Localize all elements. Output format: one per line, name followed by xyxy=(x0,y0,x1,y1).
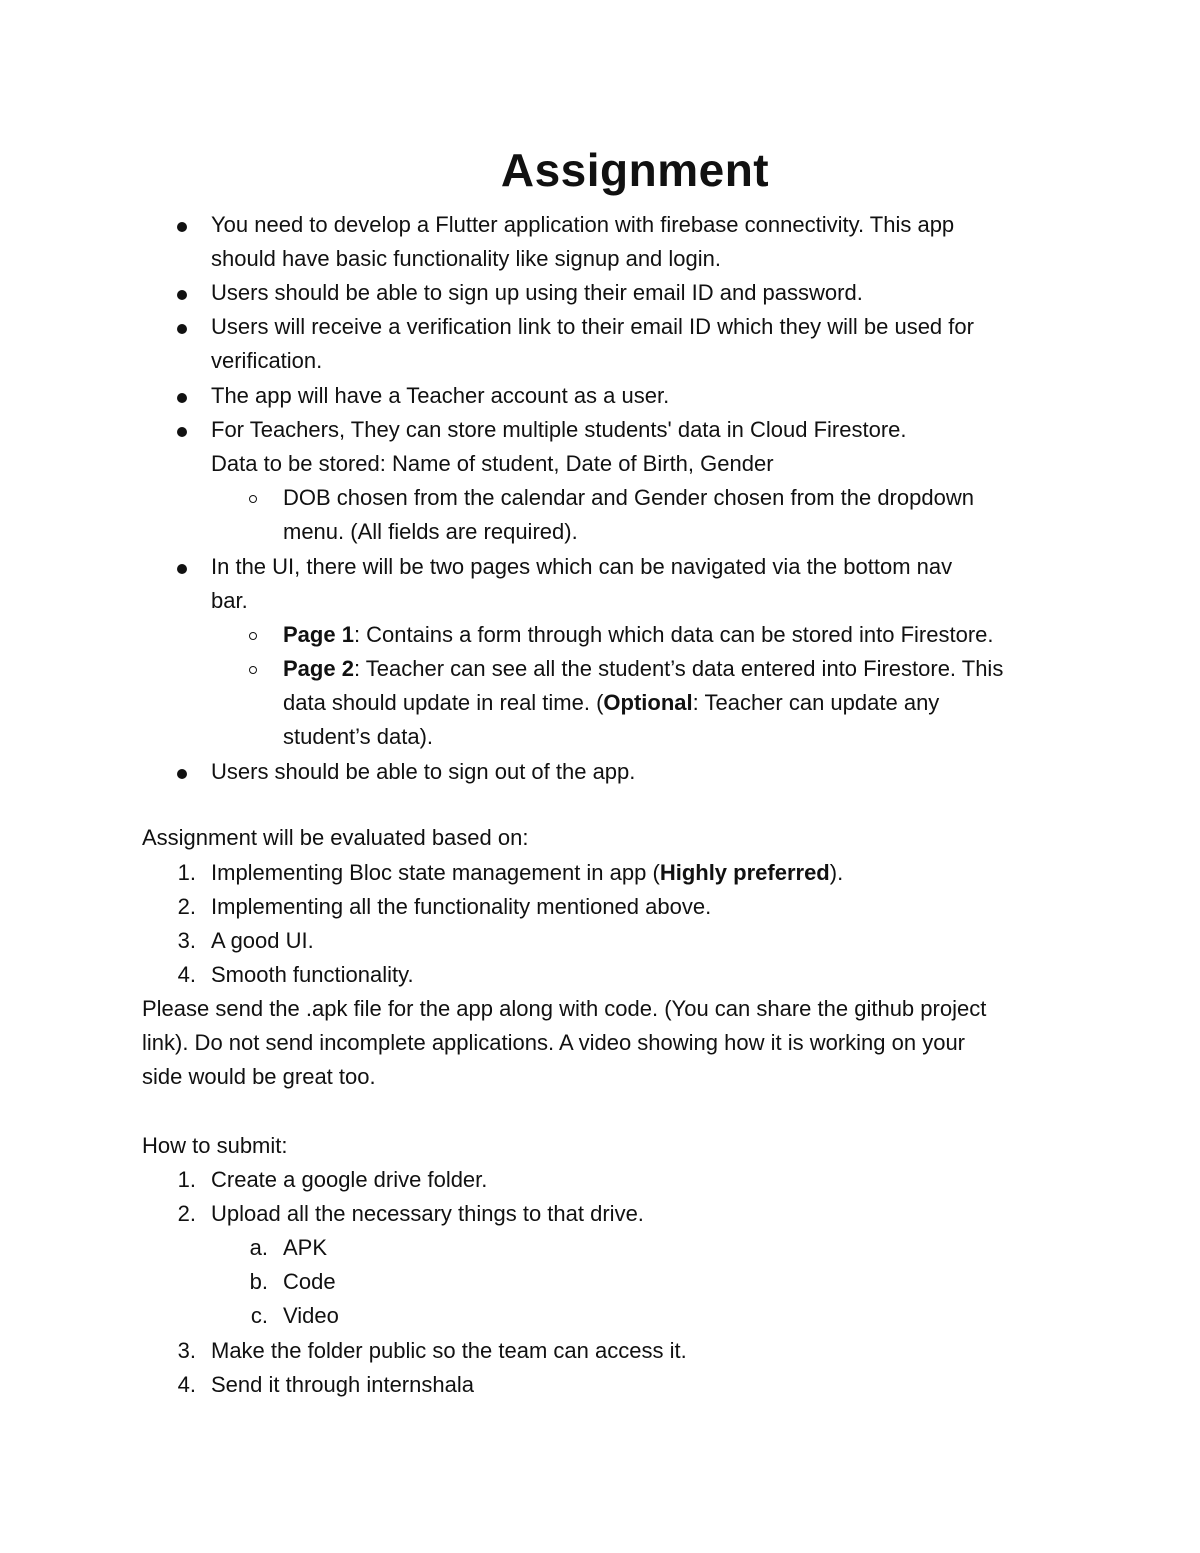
list-item: In the UI, there will be two pages which can be navigated via the bottom nav xyxy=(211,554,953,579)
page2-text: : Teacher can see all the student’s data entered into Firestore. This xyxy=(353,656,1004,681)
list-item: Users will receive a verification link to their email ID which they will be used for xyxy=(211,314,974,339)
highly-preferred-label: Highly preferred xyxy=(659,860,830,885)
evaluation-note: link). Do not send incomplete applications. A video showing how it is working on your xyxy=(142,1030,966,1055)
list-item: For Teachers, They can store multiple students' data in Cloud Firestore. xyxy=(211,417,907,442)
bullet-icon xyxy=(177,222,187,232)
page2-line2-b: : Teacher can update any xyxy=(692,690,940,715)
numbered-item: Smooth functionality. xyxy=(211,962,414,987)
page2-line2-a: data should update in real time. ( xyxy=(283,690,604,715)
item-text: Implementing Bloc state management in app ( xyxy=(211,860,660,885)
hollow-bullet-icon xyxy=(249,495,257,503)
sub-list-item-page2 xyxy=(283,652,1003,686)
numbered-item: Implementing all the functionality mentioned above. xyxy=(211,894,712,919)
list-number: 4. xyxy=(177,962,196,987)
list-item-continuation: Data to be stored: Name of student, Date of Birth, Gender xyxy=(211,451,774,476)
sub-list-letter: b. xyxy=(249,1269,268,1294)
evaluation-note: Please send the .apk file for the app along with code. (You can share the github project xyxy=(142,996,987,1021)
page1-text: : Contains a form through which data can be stored into Firestore. xyxy=(353,622,994,647)
sub-item: APK xyxy=(283,1235,328,1260)
page-title: Assignment xyxy=(500,144,770,196)
numbered-item: Make the folder public so the team can access it. xyxy=(211,1338,687,1363)
sub-list-item-page1 xyxy=(283,618,994,652)
list-item-continuation: bar. xyxy=(211,588,248,613)
list-number: 1. xyxy=(177,1167,196,1192)
list-number: 2. xyxy=(177,1201,196,1226)
bullet-icon xyxy=(177,564,187,574)
list-number: 1. xyxy=(177,860,196,885)
numbered-item xyxy=(211,856,843,890)
bullet-icon xyxy=(177,393,187,403)
page2-label: Page 2 xyxy=(283,656,354,681)
optional-label: Optional xyxy=(603,690,693,715)
bullet-icon xyxy=(177,290,187,300)
sub-list-item-continuation xyxy=(283,686,939,720)
list-number: 4. xyxy=(177,1372,196,1397)
sub-list-letter: c. xyxy=(250,1303,268,1328)
list-item: Users should be able to sign out of the app. xyxy=(211,759,636,784)
evaluation-note: side would be great too. xyxy=(142,1064,376,1089)
sub-list-item-continuation: menu. (All fields are required). xyxy=(283,519,578,544)
bullet-icon xyxy=(177,427,187,437)
sub-list-item-continuation: student’s data). xyxy=(283,724,434,749)
item-text: ). xyxy=(829,860,844,885)
numbered-item: A good UI. xyxy=(211,928,314,953)
submit-heading: How to submit: xyxy=(142,1133,288,1158)
numbered-item: Send it through internshala xyxy=(211,1372,474,1397)
sub-item: Video xyxy=(283,1303,339,1328)
sub-list-item: DOB chosen from the calendar and Gender chosen from the dropdown xyxy=(283,485,974,510)
bullet-icon xyxy=(177,769,187,779)
list-item: The app will have a Teacher account as a user. xyxy=(211,383,670,408)
evaluation-heading: Assignment will be evaluated based on: xyxy=(142,825,529,850)
hollow-bullet-icon xyxy=(249,632,257,640)
hollow-bullet-icon xyxy=(249,666,257,674)
list-item-continuation: should have basic functionality like signup and login. xyxy=(211,246,721,271)
list-item: You need to develop a Flutter application with firebase connectivity. This app xyxy=(211,212,955,237)
page1-label: Page 1 xyxy=(283,622,354,647)
numbered-item: Upload all the necessary things to that drive. xyxy=(211,1201,644,1226)
list-number: 3. xyxy=(177,1338,196,1363)
sub-item: Code xyxy=(283,1269,336,1294)
numbered-item: Create a google drive folder. xyxy=(211,1167,488,1192)
bullet-icon xyxy=(177,324,187,334)
sub-list-letter: a. xyxy=(249,1235,268,1260)
list-item: Users should be able to sign up using their email ID and password. xyxy=(211,280,863,305)
list-item-continuation: verification. xyxy=(211,348,323,373)
list-number: 2. xyxy=(177,894,196,919)
list-number: 3. xyxy=(177,928,196,953)
